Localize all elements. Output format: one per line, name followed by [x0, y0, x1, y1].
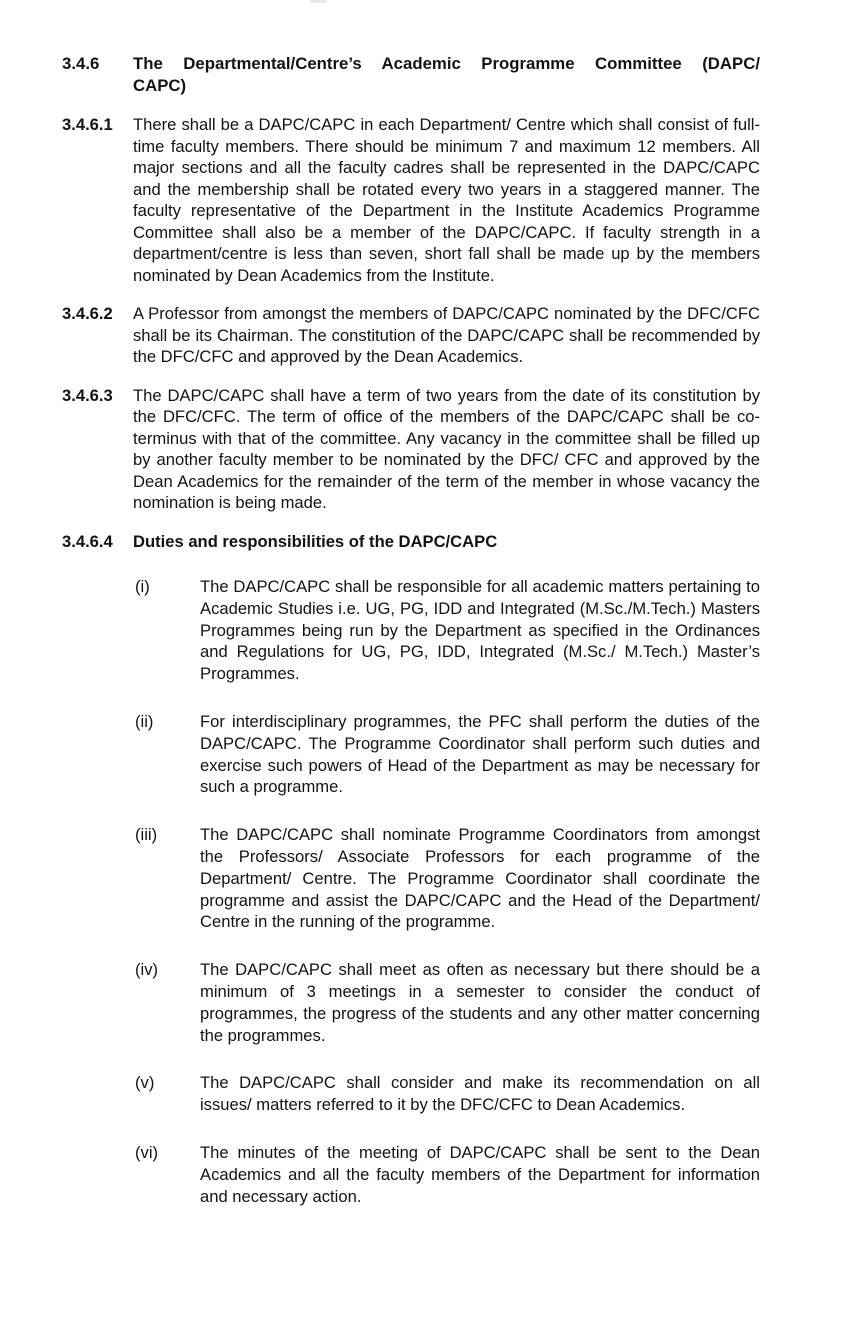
section-heading-title: [133, 53, 760, 97]
clause-3-4-6-4: [62, 531, 760, 553]
clause-text: A Professor from amongst the members of DAPC/CAPC nominated by the DFC/CFC shall be its Chairman. The constitution of the DAPC/CAPC shall be recommended by the DFC/CFC and approved by the Dean Academics.: [133, 304, 760, 366]
duty-item-iv: [135, 959, 760, 1046]
section-heading: [62, 53, 760, 97]
page-content: [62, 53, 760, 1233]
duty-text: The DAPC/CAPC shall nominate Programme Coordinators from amongst the Professors/ Associate Professors for each programme of the Department/ Centre. The Programme Coordinator shall coordinate the programme and assist the DAPC/CAPC and the Head of the Department/ Centre in the running of the programme.: [200, 825, 760, 932]
clause-text: There shall be a DAPC/CAPC in each Department/ Centre which shall consist of full-time faculty members. There should be minimum 7 and maximum 12 members. All major sections and all the faculty cadres shall be represented in the DAPC/CAPC and the membership shall be rotated every two years in a staggered manner. The faculty representative of the Department in the Institute Academics Programme Committee shall also be a member of the DAPC/CAPC. If faculty strength in a department/centre is less than seven, short fall shall be made up by the members nominated by Dean Academics from the Institute.: [133, 115, 760, 285]
section-heading-title-line1: The Departmental/Centre’s Academic Programme Committee (DAPC/: [133, 54, 760, 73]
duty-marker: (ii): [135, 711, 154, 731]
clause-3-4-6-3: [62, 385, 760, 514]
clause-number: 3.4.6.4: [62, 531, 113, 551]
clause-number: 3.4.6.3: [62, 385, 113, 405]
duty-marker: (vi): [135, 1142, 159, 1162]
section-heading-number: 3.4.6: [62, 54, 100, 73]
duty-item-v: [135, 1072, 760, 1116]
duty-item-ii: [135, 711, 760, 798]
duty-marker: (v): [135, 1073, 155, 1093]
duty-text: For interdisciplinary programmes, the PFC shall perform the duties of the DAPC/CAPC. The Programme Coordinator shall perform such duties and exercise such powers of Head of the Department as may be necessary for such a programme.: [200, 711, 760, 797]
clause-number: 3.4.6.1: [62, 115, 113, 134]
clause-3-4-6-1: [62, 114, 760, 286]
duty-item-iii: [135, 824, 760, 933]
duty-text: The DAPC/CAPC shall consider and make its recommendation on all issues/ matters referred to it by the DFC/CFC to Dean Academics.: [200, 1073, 760, 1115]
section-heading-title-line2: CAPC): [133, 76, 187, 95]
duty-marker: (iii): [135, 825, 158, 845]
duty-marker: (iv): [135, 960, 159, 980]
clause-subheading-text: Duties and responsibilities of the DAPC/CAPC: [133, 531, 498, 551]
scan-artifact: [310, 0, 326, 3]
duty-marker: (i): [135, 577, 150, 596]
duty-item-i: [135, 576, 760, 685]
clause-text: The DAPC/CAPC shall have a term of two years from the date of its constitution by the DFC/CFC. The term of office of the members of the DAPC/CAPC shall be co-terminus with that of the committee. Any vacancy in the committee shall be filled up by another faculty member to be nominated by the DFC/ CFC and approved by the Dean Academics for the remainder of the term of the member in whose vacancy the nomination is being made.: [133, 385, 760, 512]
clause-3-4-6-2: [62, 303, 760, 368]
duty-text: The DAPC/CAPC shall be responsible for all academic matters pertaining to Academic Studies i.e. UG, PG, IDD and Integrated (M.Sc./M.Tech.) Masters Programmes being run by the Department as specified in the Ordinances and Regulations for UG, PG, IDD, Integrated (M.Sc./ M.Tech.) Master’s Programmes.: [200, 577, 760, 684]
duty-text: The DAPC/CAPC shall meet as often as necessary but there should be a minimum of 3 meetings in a semester to consider the conduct of programmes, the progress of the students and any other matter concerning the programmes.: [200, 960, 760, 1045]
duty-item-vi: [135, 1142, 760, 1207]
duty-text: The minutes of the meeting of DAPC/CAPC shall be sent to the Dean Academics and all the faculty members of the Department for information and necessary action.: [200, 1142, 760, 1206]
clause-number: 3.4.6.2: [62, 304, 113, 323]
